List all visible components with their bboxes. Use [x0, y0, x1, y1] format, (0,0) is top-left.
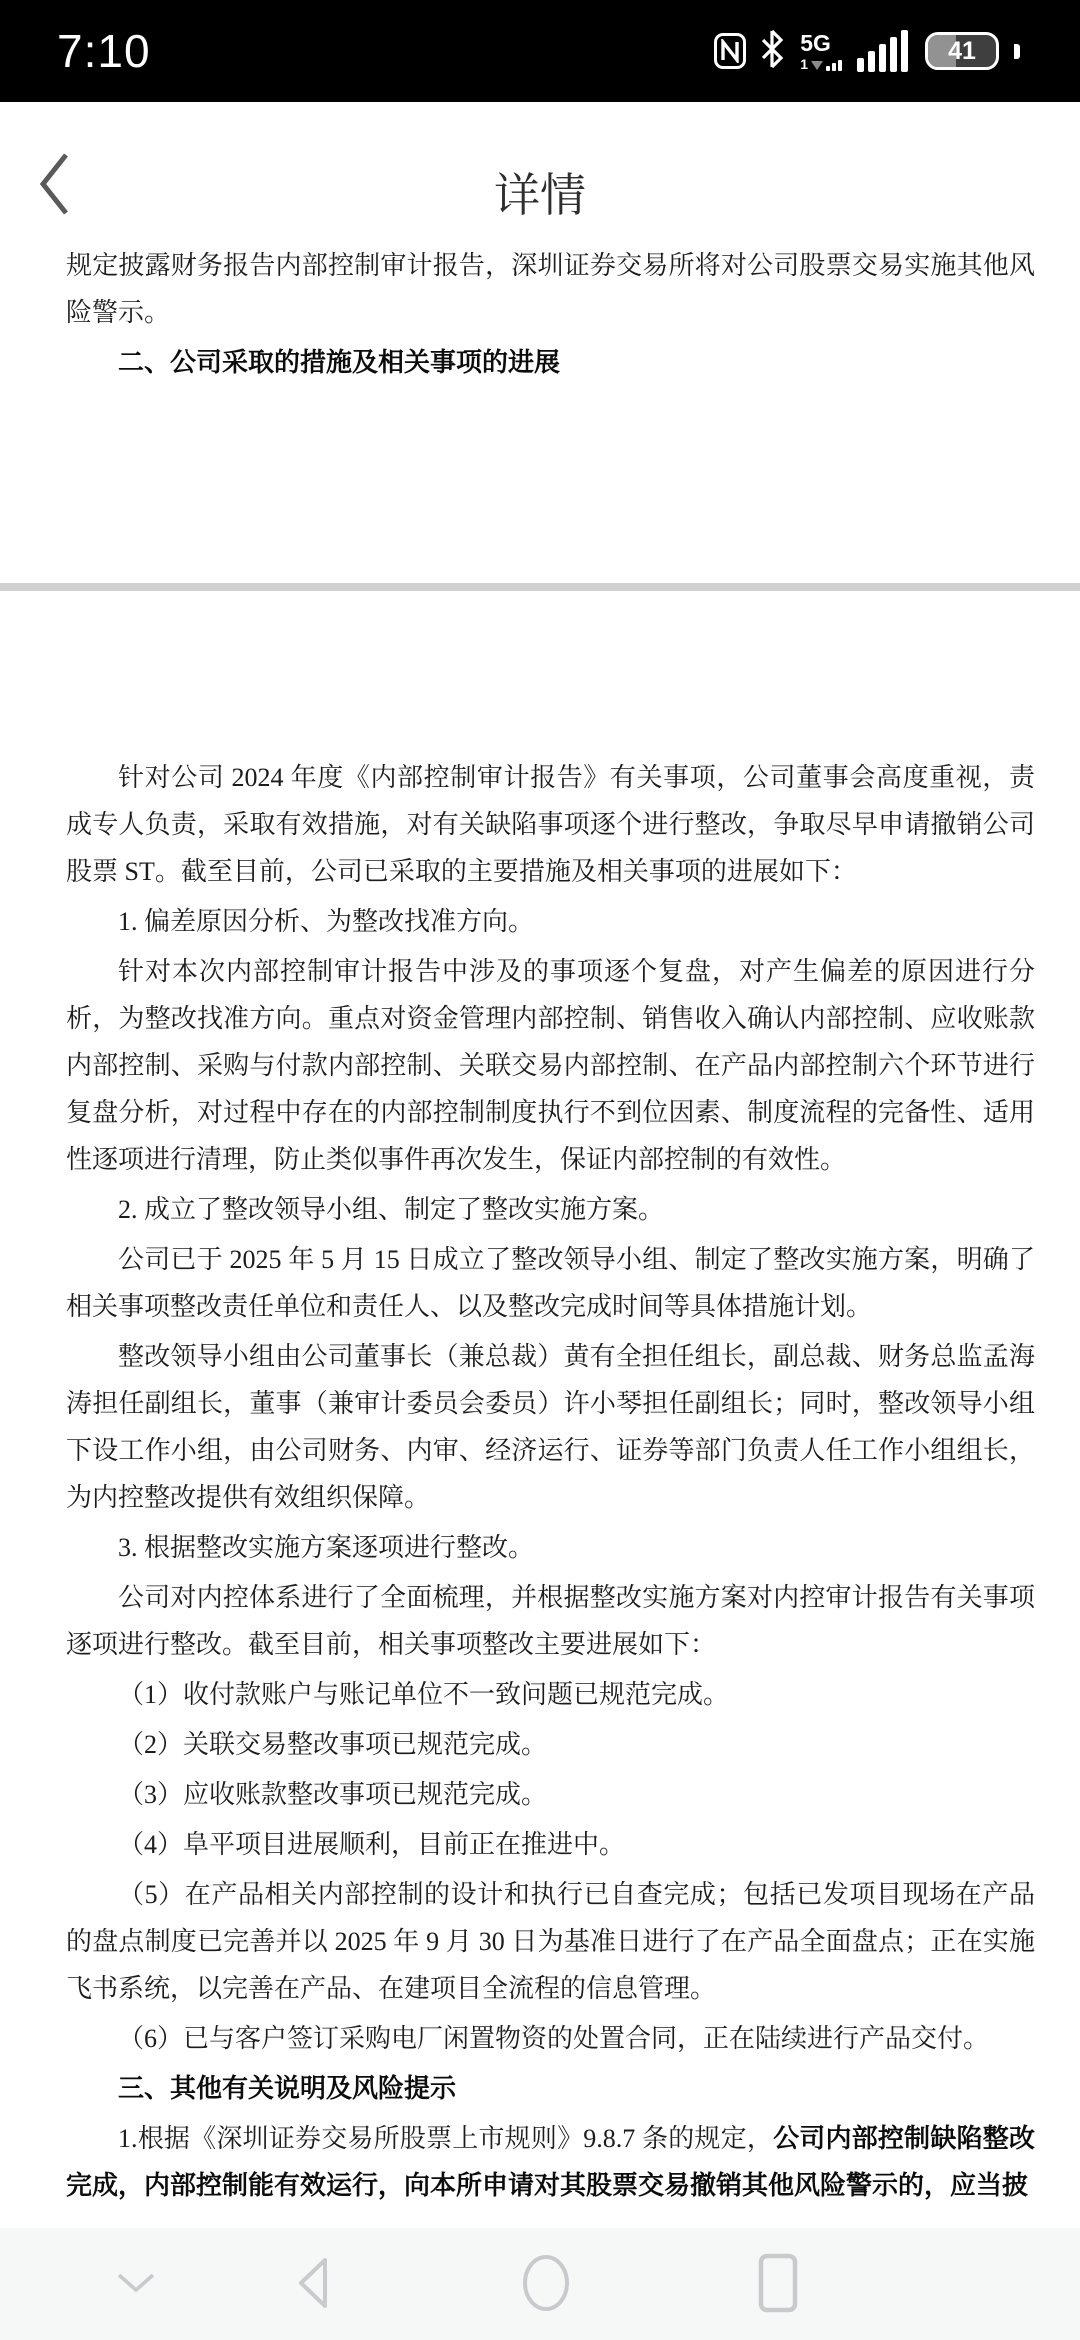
- battery-percent: 41: [948, 36, 976, 65]
- paragraph: （6）已与客户签订采购电厂闲置物资的处置合同，正在陆续进行产品交付。: [118, 2024, 990, 2053]
- bluetooth-icon: [759, 29, 785, 74]
- paragraph: （5）在产品相关内部控制的设计和执行已自查完成；包括已发项目现场在产品的盘点制度已完善并以 2025 年 9 月 30 日为基准日进行了在产品全面盘点；正在实施飞书系统，以完善在产品、在建项目全流程的信息管理。: [66, 1880, 1035, 2003]
- paragraph: 3. 根据整改实施方案逐项进行整改。: [118, 1533, 535, 1562]
- paragraph: 1. 偏差原因分析、为整改找准方向。: [118, 907, 535, 936]
- paragraph: （2）关联交易整改事项已规范完成。: [118, 1730, 548, 1759]
- navigation-bar: [0, 2228, 1080, 2340]
- paragraph: 针对本次内部控制审计报告中涉及的事项逐个复盘，对产生偏差的原因进行分析，为整改找准方向。重点对资金管理内部控制、销售收入确认内部控制、应收账款内部控制、采购与付款内部控制、关联交易内部控制、在产品内部控制六个环节进行复盘分析，对过程中存在的内部控制制度执行不到位因素、制度流程的完备性、适用性逐项进行清理，防止类似事件再次发生，保证内部控制的有效性。: [66, 957, 1035, 1174]
- app-header: [0, 102, 1080, 242]
- battery-icon: [925, 32, 999, 70]
- document-body[interactable]: [0, 242, 1080, 2212]
- triangle-back-icon: [292, 2254, 336, 2315]
- circle-home-icon: [520, 2252, 572, 2317]
- section-heading: 二、公司采取的措施及相关事项的进展: [118, 347, 561, 377]
- paragraph: （4）阜平项目进展顺利，目前正在推进中。: [118, 1830, 626, 1859]
- network-indicator: [800, 29, 842, 72]
- chevron-down-icon: [115, 2271, 157, 2298]
- paragraph: （3）应收账款整改事项已规范完成。: [118, 1780, 548, 1809]
- battery-tip: [1014, 44, 1020, 59]
- sim-signal: [800, 57, 842, 71]
- paragraph: 规定披露财务报告内部控制审计报告，深圳证券交易所将对公司股票交易实施其他风险警示。: [66, 251, 1035, 327]
- nav-back-button[interactable]: [254, 2228, 374, 2340]
- square-recents-icon: [756, 2252, 800, 2317]
- text-run: 1.根据《深圳证券交易所股票上市规则》9.8.7 条的规定，: [118, 2124, 774, 2153]
- page-title: 详情: [494, 169, 586, 221]
- sim-index: 1: [800, 55, 808, 72]
- nfc-icon: [714, 33, 746, 69]
- paragraph: （1）收付款账户与账记单位不一致问题已规范完成。: [118, 1680, 730, 1709]
- status-bar: [0, 0, 1080, 102]
- page-separator: [0, 583, 1080, 591]
- data-arrow-icon: [811, 61, 823, 70]
- paragraph: 公司对内控体系进行了全面梳理，并根据整改实施方案对内控审计报告有关事项逐项进行整改。截至目前，相关事项整改主要进展如下：: [66, 1583, 1035, 1659]
- nav-recents-button[interactable]: [718, 2228, 838, 2340]
- nav-home-button[interactable]: [486, 2228, 606, 2340]
- paragraph: 整改领导小组由公司董事长（兼总裁）黄有全担任组长，副总裁、财务总监孟海涛担任副组长，董事（兼审计委员会委员）许小琴担任副组长；同时，整改领导小组下设工作小组，由公司财务、内审、经济运行、证券等部门负责人任工作小组组长，为内控整改提供有效组织保障。: [66, 1342, 1035, 1512]
- paragraph: 针对公司 2024 年度《内部控制审计报告》有关事项，公司董事会高度重视，责成专人负责，采取有效措施，对有关缺陷事项逐个进行整改，争取尽早申请撤销公司股票 ST。截至目前，公司已采取的主要措施及相关事项的进展如下：: [66, 763, 1035, 886]
- paragraph: 公司已于 2025 年 5 月 15 日成立了整改领导小组、制定了整改实施方案，明确了相关事项整改责任单位和责任人、以及整改完成时间等具体措施计划。: [66, 1245, 1035, 1321]
- paragraph: [66, 2115, 1035, 2209]
- clock: 7:10: [57, 25, 151, 77]
- signal-strength-icon: [857, 30, 908, 72]
- section-heading: 三、其他有关说明及风险提示: [118, 2073, 457, 2103]
- mini-signal-icon: [826, 60, 842, 71]
- network-type-label: 5G: [800, 29, 831, 56]
- hide-navbar-button[interactable]: [76, 2228, 196, 2340]
- bold-text-run: 公司内部控制缺陷整改完成，内部控制能有效运行，向本所申请对其股票交易撤销其他风险警示的，应当披: [66, 2123, 1035, 2200]
- paragraph: 2. 成立了整改领导小组、制定了整改实施方案。: [118, 1195, 665, 1224]
- status-icons: [714, 29, 1020, 74]
